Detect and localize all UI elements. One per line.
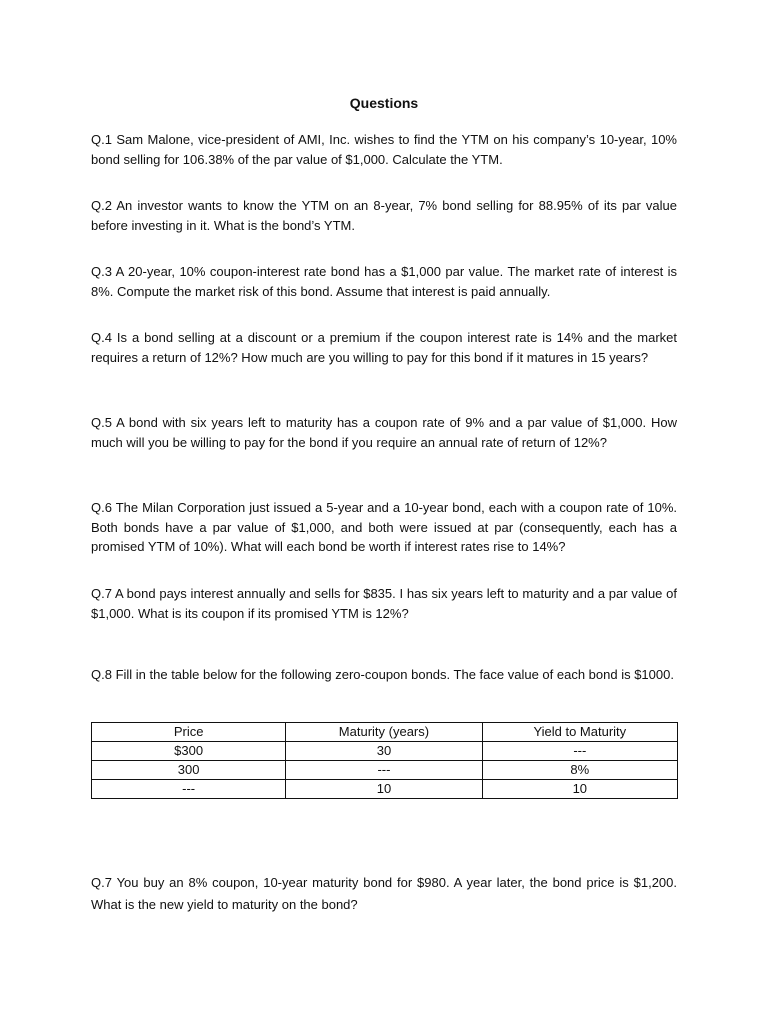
question-6: Q.6 The Milan Corporation just issued a 5-year and a 10-year bond, each with a coupon rate of 10%. Both bonds have a par value of $1,000, and both were issued at par (consequently, each has a promised YTM of 10%). What will each bond be worth if interest rates rise to 14%?	[91, 500, 677, 554]
table-row	[92, 761, 678, 780]
question-5: Q.5 A bond with six years left to maturity has a coupon rate of 9% and a par value of $1,000. How much will you be willing to pay for the bond if you require an annual rate of return of 12%?	[91, 415, 677, 450]
zero-coupon-table	[91, 722, 678, 799]
table-cell: ---	[92, 780, 286, 799]
table-cell: 30	[286, 742, 482, 761]
header-maturity: Maturity (years)	[286, 723, 482, 742]
table-cell: 8%	[482, 761, 677, 780]
question-1: Q.1 Sam Malone, vice-president of AMI, Inc. wishes to find the YTM on his company’s 10-year, 10% bond selling for 106.38% of the par value of $1,000. Calculate the YTM.	[91, 132, 677, 167]
table-cell: ---	[286, 761, 482, 780]
table-cell: $300	[92, 742, 286, 761]
page-title: Questions	[349, 95, 419, 111]
question-7: Q.7 A bond pays interest annually and sells for $835. I has six years left to maturity and a par value of $1,000. What is its coupon if its promised YTM is 12%?	[91, 586, 677, 621]
table-cell: ---	[482, 742, 677, 761]
header-ytm: Yield to Maturity	[482, 723, 677, 742]
question-3: Q.3 A 20-year, 10% coupon-interest rate bond has a $1,000 par value. The market rate of interest is 8%. Compute the market risk of this bond. Assume that interest is paid annually.	[91, 264, 677, 299]
table-row	[92, 742, 678, 761]
header-price: Price	[92, 723, 286, 742]
question-4: Q.4 Is a bond selling at a discount or a premium if the coupon interest rate is 14% and the market requires a return of 12%? How much are you willing to pay for this bond if it matures in 15 years?	[91, 330, 677, 365]
table-cell: 300	[92, 761, 286, 780]
table-header-row	[92, 723, 678, 742]
table-cell: 10	[482, 780, 677, 799]
question-9: Q.7 You buy an 8% coupon, 10-year maturity bond for $980. A year later, the bond price is $1,200. What is the new yield to maturity on the bond?	[91, 875, 677, 912]
question-8: Q.8 Fill in the table below for the following zero-coupon bonds. The face value of each bond is $1000.	[91, 667, 674, 682]
table-cell: 10	[286, 780, 482, 799]
question-2: Q.2 An investor wants to know the YTM on an 8-year, 7% bond selling for 88.95% of its par value before investing in it. What is the bond’s YTM.	[91, 198, 677, 233]
table-row	[92, 780, 678, 799]
